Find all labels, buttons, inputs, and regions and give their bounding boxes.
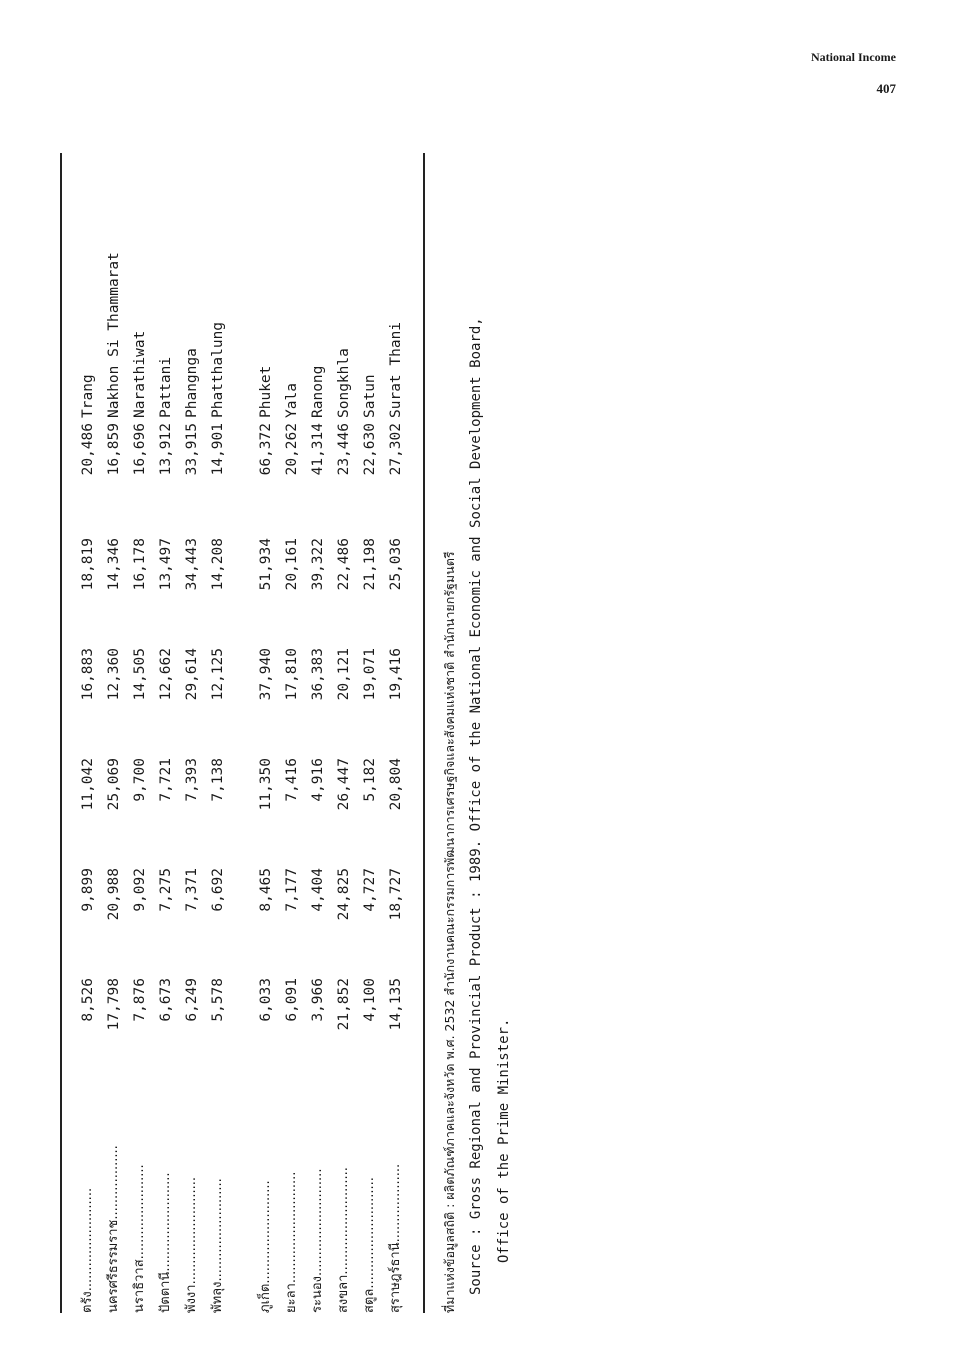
province-thai: นราธิวาส....................... — [132, 1164, 147, 1313]
value-cell: 7,275 — [158, 868, 174, 912]
province-english: Songkhla — [336, 348, 352, 418]
value-cell: 20,804 — [388, 758, 404, 811]
value-cell: 24,825 — [336, 868, 352, 921]
province-thai: สตูล........................... — [362, 1177, 377, 1313]
value-cell: 14,901 — [210, 423, 226, 476]
table-row — [279, 153, 305, 1313]
province-thai: พัทลุง......................... — [210, 1178, 225, 1313]
value-cell: 7,177 — [284, 868, 300, 912]
value-cell: 6,673 — [158, 978, 174, 1022]
value-cell: 27,302 — [388, 423, 404, 476]
table-row — [383, 153, 409, 1313]
province-thai: ภูเก็ต......................... — [258, 1180, 273, 1313]
value-cell: 29,614 — [184, 648, 200, 701]
value-cell: 33,915 — [184, 423, 200, 476]
value-cell: 22,630 — [362, 423, 378, 476]
value-cell: 14,208 — [210, 538, 226, 591]
value-cell: 4,100 — [362, 978, 378, 1022]
province-english: Trang — [80, 374, 96, 418]
value-cell: 51,934 — [258, 538, 274, 591]
value-cell: 12,360 — [106, 648, 122, 701]
value-cell: 16,696 — [132, 423, 148, 476]
value-cell: 22,486 — [336, 538, 352, 591]
value-cell: 7,416 — [284, 758, 300, 802]
value-cell: 16,883 — [80, 648, 96, 701]
value-cell: 6,033 — [258, 978, 274, 1022]
value-cell: 3,966 — [310, 978, 326, 1022]
bottom-rule — [423, 153, 425, 1313]
section-title: National Income — [811, 50, 896, 64]
value-cell: 8,465 — [258, 868, 274, 912]
value-cell: 14,135 — [388, 978, 404, 1031]
source-note-english: Source : Gross Regional and Provincial Product : 1989. Office of the National Economic and Social Development Board, — [468, 317, 484, 1295]
value-cell: 6,692 — [210, 868, 226, 912]
value-cell: 12,662 — [158, 648, 174, 701]
province-thai: สุราษฎร์ธานี................... — [388, 1163, 403, 1313]
table-row — [179, 153, 205, 1313]
value-cell: 17,798 — [106, 978, 122, 1031]
value-cell: 13,912 — [158, 423, 174, 476]
value-cell: 7,393 — [184, 758, 200, 802]
province-english: Nakhon Si Thammarat — [106, 252, 122, 418]
value-cell: 18,727 — [388, 868, 404, 921]
value-cell: 21,852 — [336, 978, 352, 1031]
province-english: Satun — [362, 374, 378, 418]
value-cell: 11,350 — [258, 758, 274, 811]
table-row — [75, 153, 101, 1313]
value-cell: 20,486 — [80, 423, 96, 476]
value-cell: 23,446 — [336, 423, 352, 476]
value-cell: 66,372 — [258, 423, 274, 476]
value-cell: 5,182 — [362, 758, 378, 802]
rotated-table — [55, 153, 525, 1313]
source-note-english-cont: Office of the Prime Minister. — [496, 1018, 512, 1263]
value-cell: 12,125 — [210, 648, 226, 701]
value-cell: 37,940 — [258, 648, 274, 701]
table-row — [253, 153, 279, 1313]
top-rule — [60, 153, 62, 1313]
table-row — [331, 153, 357, 1313]
value-cell: 16,178 — [132, 538, 148, 591]
province-english: Pattani — [158, 356, 174, 418]
value-cell: 7,371 — [184, 868, 200, 912]
value-cell: 16,859 — [106, 423, 122, 476]
province-thai: ยะลา........................... — [284, 1171, 299, 1313]
table-row — [153, 153, 179, 1313]
value-cell: 7,876 — [132, 978, 148, 1022]
value-cell: 13,497 — [158, 538, 174, 591]
value-cell: 4,727 — [362, 868, 378, 912]
province-thai: ปัตตานี........................ — [158, 1172, 173, 1313]
table-row — [205, 153, 231, 1313]
value-cell: 25,036 — [388, 538, 404, 591]
province-thai: ตรัง......................... — [80, 1187, 95, 1313]
province-english: Surat Thani — [388, 321, 404, 418]
province-english: Narathiwat — [132, 330, 148, 418]
table-row — [357, 153, 383, 1313]
province-english: Yala — [284, 383, 300, 418]
source-note-thai: ที่มาแห่งข้อมูลสถิติ : ผลิตภัณฑ์ภาคและจังหวัด พ.ศ. 2532 สำนักงานคณะกรรมการพัฒนาการเศรษฐกิจและสังคมแห่งชาติ สำนักนายกรัฐมนตรี — [442, 551, 457, 1313]
value-cell: 20,161 — [284, 538, 300, 591]
value-cell: 36,383 — [310, 648, 326, 701]
page-header — [811, 50, 896, 97]
value-cell: 41,314 — [310, 423, 326, 476]
table-row — [127, 153, 153, 1313]
table-row — [101, 153, 127, 1313]
province-english: Ranong — [310, 365, 326, 418]
value-cell: 17,810 — [284, 648, 300, 701]
value-cell: 20,121 — [336, 648, 352, 701]
value-cell: 9,700 — [132, 758, 148, 802]
province-english: Phatthalung — [210, 321, 226, 418]
value-cell: 7,721 — [158, 758, 174, 802]
value-cell: 6,091 — [284, 978, 300, 1022]
table-row — [305, 153, 331, 1313]
province-english: Phuket — [258, 365, 274, 418]
value-cell: 19,416 — [388, 648, 404, 701]
page-number: 407 — [876, 81, 896, 96]
value-cell: 9,899 — [80, 868, 96, 912]
value-cell: 25,069 — [106, 758, 122, 811]
province-thai: พังงา.......................... — [184, 1176, 199, 1313]
province-thai: สงขลา.......................... — [336, 1167, 351, 1313]
value-cell: 19,071 — [362, 648, 378, 701]
province-english: Phangnga — [184, 348, 200, 418]
value-cell: 26,447 — [336, 758, 352, 811]
value-cell: 5,578 — [210, 978, 226, 1022]
value-cell: 14,505 — [132, 648, 148, 701]
value-cell: 14,346 — [106, 538, 122, 591]
value-cell: 34,443 — [184, 538, 200, 591]
value-cell: 9,092 — [132, 868, 148, 912]
value-cell: 21,198 — [362, 538, 378, 591]
value-cell: 20,988 — [106, 868, 122, 921]
value-cell: 18,819 — [80, 538, 96, 591]
value-cell: 11,042 — [80, 758, 96, 811]
value-cell: 6,249 — [184, 978, 200, 1022]
province-thai: นครศรีธรรมราช.................. — [106, 1145, 121, 1313]
value-cell: 20,262 — [284, 423, 300, 476]
province-thai: ระนอง.......................... — [310, 1168, 325, 1313]
value-cell: 4,916 — [310, 758, 326, 802]
value-cell: 8,526 — [80, 978, 96, 1022]
value-cell: 4,404 — [310, 868, 326, 912]
value-cell: 7,138 — [210, 758, 226, 802]
value-cell: 39,322 — [310, 538, 326, 591]
